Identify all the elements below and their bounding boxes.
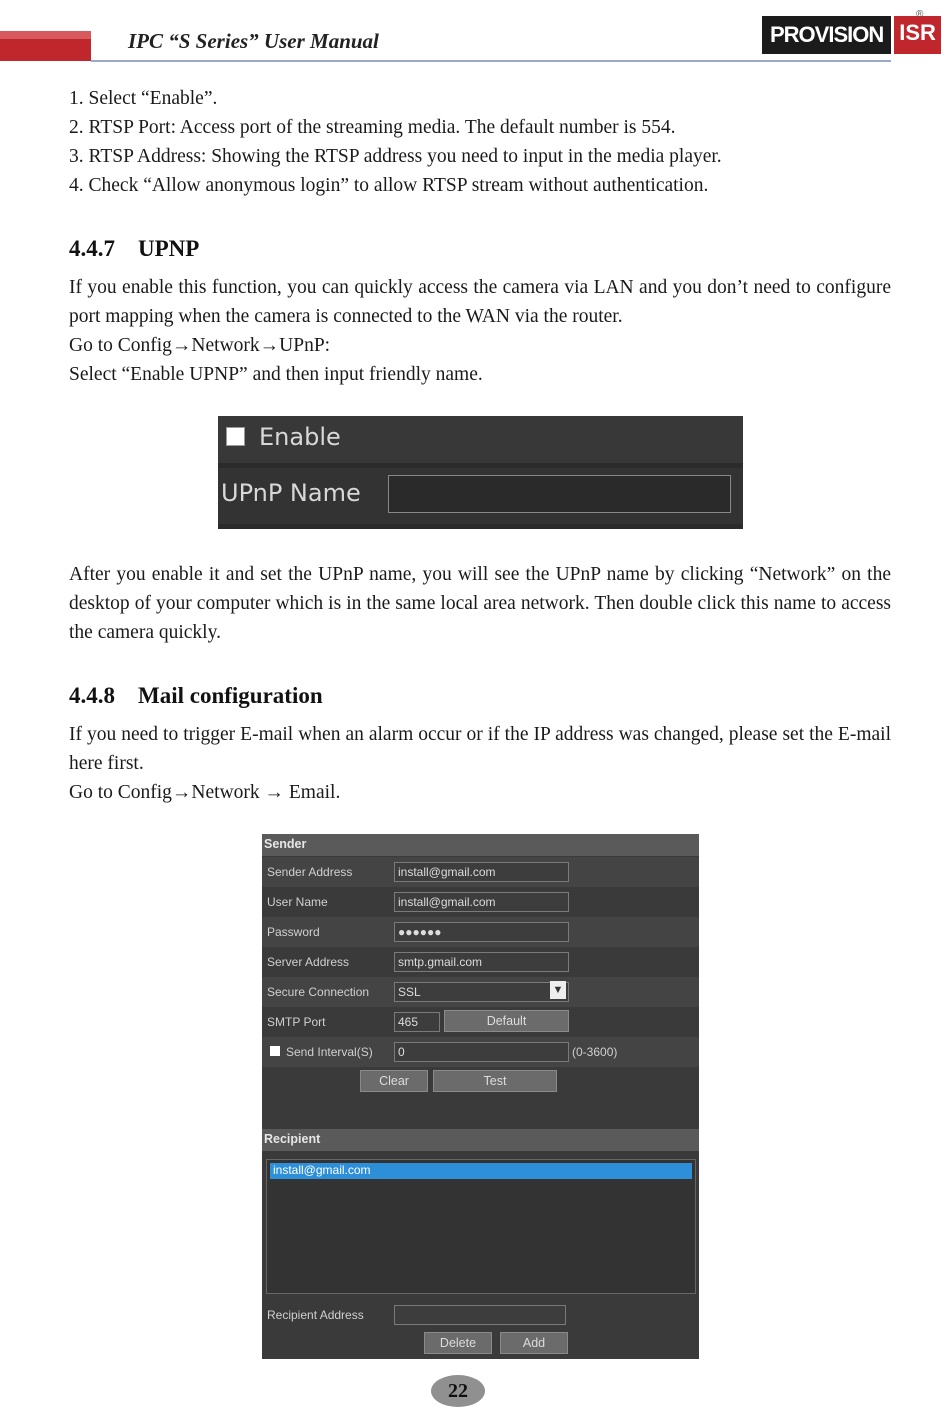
smtp-port-label: SMTP Port <box>267 1015 326 1029</box>
upnp-instruction: Select “Enable UPNP” and then input friendly name. <box>69 364 483 385</box>
user-name-row <box>262 887 699 917</box>
send-interval-label: Send Interval(S) <box>286 1045 373 1059</box>
user-name-input[interactable]: install@gmail.com <box>394 892 569 912</box>
section-number: 4.4.7 <box>69 236 115 261</box>
recipient-list[interactable] <box>266 1159 696 1294</box>
upnp-intro-paragraph: If you enable this function, you can quickly access the camera via LAN and you don’t need to configure port mapping when the camera is connected to the WAN via the router. <box>69 277 891 327</box>
recipient-address-input[interactable] <box>394 1305 566 1325</box>
default-button[interactable]: Default <box>444 1010 569 1032</box>
sender-section-header: Sender <box>262 834 699 856</box>
logo-isr-mark: ISR <box>894 16 941 54</box>
provision-isr-logo <box>762 16 941 54</box>
upnp-name-input[interactable] <box>388 475 731 513</box>
step-4: 4. Check “Allow anonymous login” to allow RTSP stream without authentication. <box>69 175 709 196</box>
smtp-port-row <box>262 1007 699 1037</box>
secure-connection-label: Secure Connection <box>267 985 370 999</box>
section-heading-mail <box>69 683 323 709</box>
manual-title: IPC “S Series” User Manual <box>128 29 379 53</box>
logo-wordmark: PROVISION <box>762 16 891 54</box>
enable-checkbox[interactable] <box>226 427 245 446</box>
recipient-section-header: Recipient <box>262 1129 699 1151</box>
user-name-label: User Name <box>267 895 328 909</box>
recipient-address-label: Recipient Address <box>267 1308 364 1322</box>
step-3: 3. RTSP Address: Showing the RTSP address you need to input in the media player. <box>69 146 722 167</box>
upnp-settings-screenshot <box>218 416 743 529</box>
sender-actions-row <box>262 1067 699 1097</box>
server-address-row <box>262 947 699 977</box>
section-title: Mail configuration <box>138 683 323 708</box>
mail-settings-screenshot <box>262 834 699 1359</box>
mail-intro-paragraph: If you need to trigger E-mail when an alarm occur or if the IP address was changed, please set the E-mail here first. <box>69 724 891 774</box>
sender-address-input[interactable]: install@gmail.com <box>394 862 569 882</box>
recipient-address-row <box>262 1300 699 1330</box>
add-button[interactable]: Add <box>500 1332 568 1354</box>
password-row <box>262 917 699 947</box>
section-title: UPNP <box>138 236 200 261</box>
sender-address-label: Sender Address <box>267 865 353 879</box>
send-interval-checkbox[interactable] <box>270 1046 280 1056</box>
header-color-bar <box>0 31 91 61</box>
header-rule <box>91 60 891 62</box>
upnp-after-paragraph: After you enable it and set the UPnP name, you will see the UPnP name by clicking “Network” on the desktop of your computer which is in the same local area network. Then double click this name to access the camera quickly. <box>69 564 891 643</box>
sender-address-row <box>262 857 699 887</box>
upnp-navigation-path: Go to Config→Network→UPnP: <box>69 335 331 356</box>
server-address-label: Server Address <box>267 955 350 969</box>
page-number: 22 <box>431 1375 485 1407</box>
recipient-list-item[interactable]: install@gmail.com <box>270 1163 692 1179</box>
test-button[interactable]: Test <box>433 1070 557 1092</box>
smtp-port-input[interactable]: 465 <box>394 1012 440 1032</box>
password-label: Password <box>267 925 320 939</box>
step-1: 1. Select “Enable”. <box>69 88 218 109</box>
secure-connection-row <box>262 977 699 1007</box>
section-heading-upnp <box>69 236 199 262</box>
server-address-input[interactable]: smtp.gmail.com <box>394 952 569 972</box>
chevron-down-icon[interactable]: ▼ <box>550 981 566 999</box>
clear-button[interactable]: Clear <box>360 1070 428 1092</box>
section-number: 4.4.8 <box>69 683 115 708</box>
registered-mark: ® <box>916 9 924 20</box>
send-interval-input[interactable]: 0 <box>394 1042 569 1062</box>
send-interval-range: (0-3600) <box>572 1045 618 1059</box>
mail-navigation-path: Go to Config→Network → Email. <box>69 782 341 803</box>
password-input[interactable]: ●●●●●● <box>394 922 569 942</box>
enable-label: Enable <box>259 423 341 451</box>
step-2: 2. RTSP Port: Access port of the streaming media. The default number is 554. <box>69 117 676 138</box>
secure-connection-select[interactable]: SSL <box>394 982 569 1002</box>
delete-button[interactable]: Delete <box>424 1332 492 1354</box>
upnp-name-label: UPnP Name <box>221 479 361 507</box>
send-interval-row <box>262 1037 699 1067</box>
